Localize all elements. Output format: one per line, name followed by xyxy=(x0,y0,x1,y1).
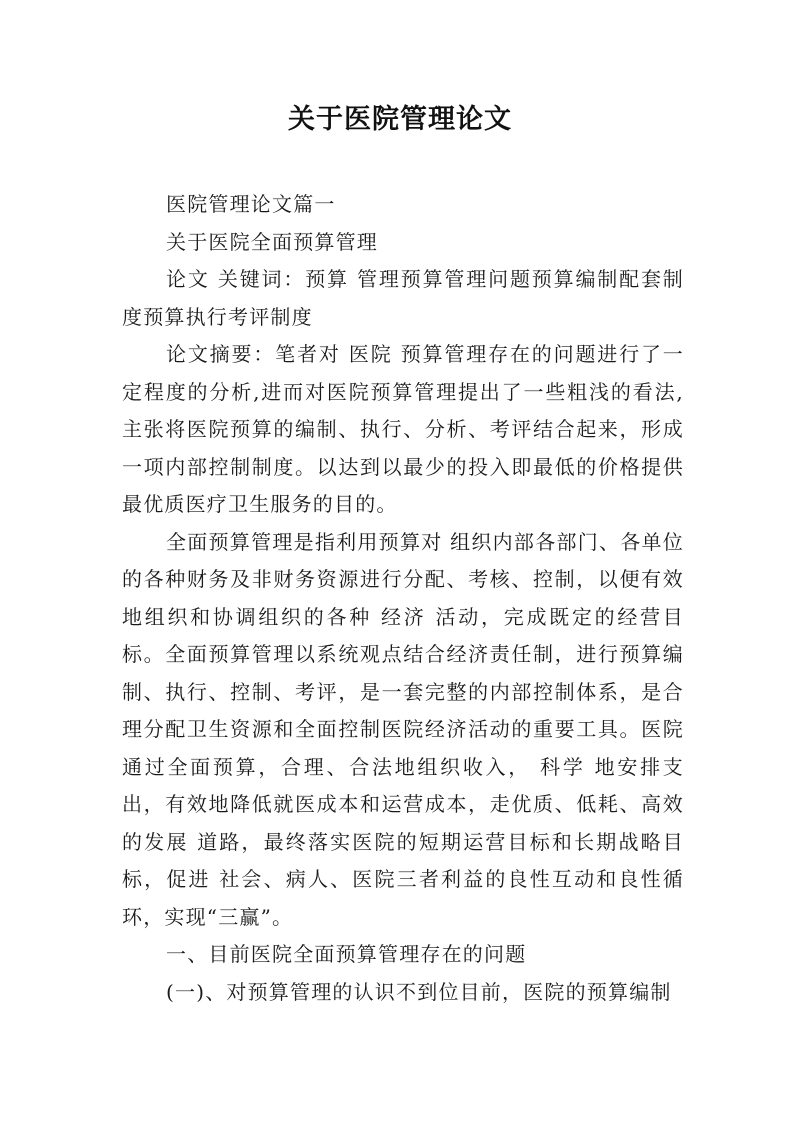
keywords-paragraph: 论文 关键词：预算 管理预算管理问题预算编制配套制度预算执行考评制度 xyxy=(122,267,684,329)
section-heading: 医院管理论文篇一 xyxy=(166,192,336,216)
abstract-paragraph: 论文摘要：笔者对 医院 预算管理存在的问题进行了一定程度的分析,进而对医院预算管理提出了一些粗浅的看法,主张将医院预算的编制、执行、分析、考评结合起来，形成一项内部控制制度。以达到以最少的投入即最低的价格提供最优质医疗卫生服务的目的。 xyxy=(122,342,684,516)
article-subtitle: 关于医院全面预算管理 xyxy=(166,229,378,254)
document-title: 关于医院管理论文 xyxy=(288,104,512,135)
body-paragraph: 全面预算管理是指利用预算对 组织内部各部门、各单位的各种财务及非财务资源进行分配、考核、控制，以便有效地组织和协调组织的各种 经济 活动，完成既定的经营目标。全面预算管理以系统观点结合经济责任制，进行预算编制、执行、控制、考评，是一套完整的内部控制体系，是合理分配卫生资源和全面控制医院经济活动的重要工具。医院通过全面预算，合理、合法地组织收入， 科学 地安排支出，有效地降低就医成本和运营成本，走优质、低耗、高效的发展 道路，最终落实医院的短期运营目标和长期战略目标，促进 社会、病人、医院三者利益的良性互动和良性循环，实现“三赢”。 xyxy=(122,529,684,929)
subsection-heading: 一、目前医院全面预算管理存在的问题 xyxy=(166,942,527,966)
body-paragraph: (一)、对预算管理的认识不到位目前，医院的预算编制 xyxy=(166,979,672,1004)
document-body xyxy=(122,186,684,1011)
